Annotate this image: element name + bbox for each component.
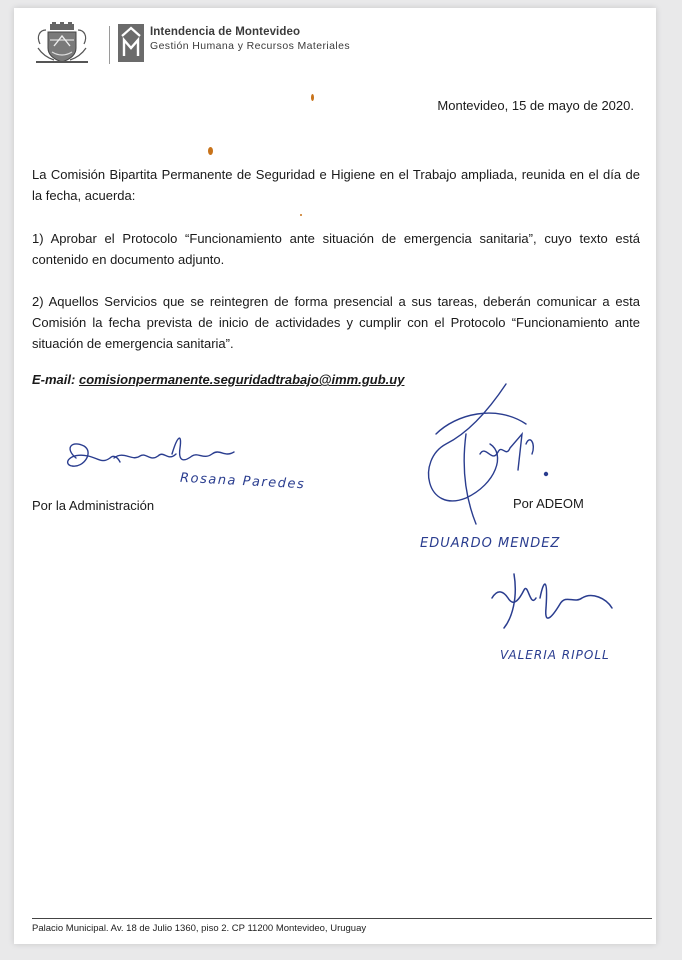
paragraph-intro: La Comisión Bipartita Permanente de Seguridad e Higiene en el Trabajo ampliada, reunida en el día de la fecha, acuerda: <box>32 167 640 203</box>
stray-mark <box>300 214 302 216</box>
letter-date: Montevideo, 15 de mayo de 2020. <box>437 98 634 113</box>
stray-mark <box>208 147 213 155</box>
header-department: Gestión Humana y Recursos Materiales <box>150 40 350 52</box>
adeom-signer-name-1: EDUARDO MENDEZ <box>420 536 561 551</box>
adeom-label: Por ADEOM <box>513 496 584 511</box>
administration-label: Por la Administración <box>32 498 155 513</box>
footer-address: Palacio Municipal. Av. 18 de Julio 1360, piso 2. CP 11200 Montevideo, Uruguay <box>32 923 367 934</box>
paragraph-item-2: 2) Aquellos Servicios que se reintegren de forma presencial a sus tareas, deberán comunicar a esta Comisión la fecha prevista de inicio de actividades y cumplir con el Protocolo “Funcionamiento ante situación de emergencia sanitaria”. <box>32 294 640 351</box>
email-line <box>32 372 404 387</box>
adeom-signer-name-2: VALERIA RIPOLL <box>500 648 610 662</box>
im-logo <box>118 24 144 62</box>
header-organization: Intendencia de Montevideo <box>150 26 301 38</box>
coat-of-arms-logo <box>32 22 92 66</box>
paragraph-item-1: 1) Aprobar el Protocolo “Funcionamiento ante situación de emergencia sanitaria”, cuyo texto está contenido en documento adjunto. <box>32 231 640 267</box>
email-label: E-mail: <box>32 372 76 387</box>
administration-signer-name: Rosana Paredes <box>179 470 306 493</box>
email-link[interactable]: comisionpermanente.seguridadtrabajo@imm.gub.uy <box>78 372 405 387</box>
header-divider <box>109 26 110 64</box>
document-page <box>14 8 656 944</box>
signature-adeom-2 <box>484 568 624 638</box>
stray-mark <box>311 94 314 101</box>
footer-divider <box>32 918 652 919</box>
